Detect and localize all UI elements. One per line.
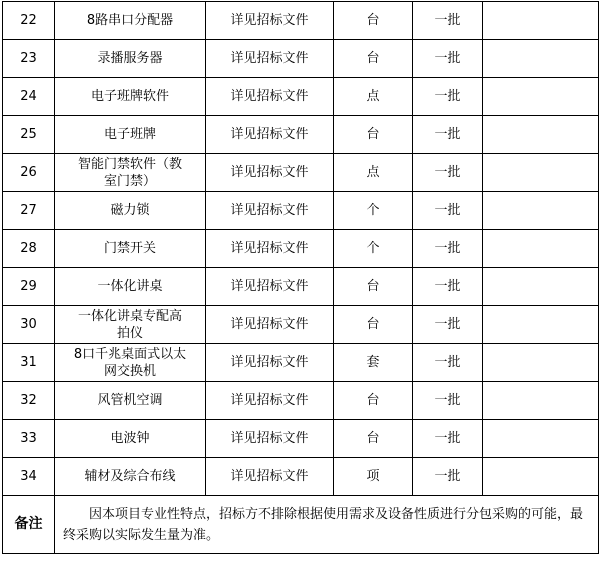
item-spec-cell: 详见招标文件 xyxy=(206,420,334,458)
table-row xyxy=(3,192,599,230)
table-body xyxy=(3,2,599,496)
item-unit-cell: 台 xyxy=(334,40,413,78)
item-unit-cell: 台 xyxy=(334,420,413,458)
item-quantity-cell: 一批 xyxy=(413,344,483,382)
item-name-cell: 8口千兆桌面式以太网交换机 xyxy=(55,344,206,382)
table-row xyxy=(3,2,599,40)
item-name-cell: 智能门禁软件（教室门禁） xyxy=(55,154,206,192)
item-number-cell: 24 xyxy=(3,78,55,116)
item-name-cell: 门禁开关 xyxy=(55,230,206,268)
item-quantity-cell: 一批 xyxy=(413,458,483,496)
item-quantity-cell: 一批 xyxy=(413,116,483,154)
item-number-cell: 33 xyxy=(3,420,55,458)
item-spec-cell: 详见招标文件 xyxy=(206,40,334,78)
item-number-cell: 22 xyxy=(3,2,55,40)
item-unit-cell: 个 xyxy=(334,192,413,230)
item-quantity-cell: 一批 xyxy=(413,78,483,116)
item-quantity-cell: 一批 xyxy=(413,230,483,268)
item-unit-cell: 台 xyxy=(334,116,413,154)
table-row xyxy=(3,268,599,306)
item-quantity-cell: 一批 xyxy=(413,382,483,420)
item-number-cell: 32 xyxy=(3,382,55,420)
item-spec-cell: 详见招标文件 xyxy=(206,154,334,192)
item-unit-cell: 项 xyxy=(334,458,413,496)
item-spec-cell: 详见招标文件 xyxy=(206,306,334,344)
procurement-table xyxy=(2,1,599,554)
item-spec-cell: 详见招标文件 xyxy=(206,2,334,40)
item-number-cell: 23 xyxy=(3,40,55,78)
item-unit-cell: 台 xyxy=(334,306,413,344)
item-name-cell: 辅材及综合布线 xyxy=(55,458,206,496)
item-remark-cell xyxy=(483,116,599,154)
item-number-cell: 30 xyxy=(3,306,55,344)
item-remark-cell xyxy=(483,230,599,268)
item-unit-cell: 台 xyxy=(334,2,413,40)
item-remark-cell xyxy=(483,344,599,382)
item-unit-cell: 台 xyxy=(334,268,413,306)
table-row xyxy=(3,344,599,382)
item-remark-cell xyxy=(483,458,599,496)
item-number-cell: 34 xyxy=(3,458,55,496)
item-quantity-cell: 一批 xyxy=(413,306,483,344)
item-quantity-cell: 一批 xyxy=(413,192,483,230)
table-row xyxy=(3,420,599,458)
table-row xyxy=(3,40,599,78)
item-remark-cell xyxy=(483,40,599,78)
item-remark-cell xyxy=(483,154,599,192)
item-spec-cell: 详见招标文件 xyxy=(206,458,334,496)
item-spec-cell: 详见招标文件 xyxy=(206,268,334,306)
item-spec-cell: 详见招标文件 xyxy=(206,116,334,154)
note-row xyxy=(3,496,599,554)
item-quantity-cell: 一批 xyxy=(413,268,483,306)
item-name-cell: 一体化讲桌专配高拍仪 xyxy=(55,306,206,344)
item-quantity-cell: 一批 xyxy=(413,420,483,458)
table-row xyxy=(3,382,599,420)
item-remark-cell xyxy=(483,420,599,458)
item-name-cell: 电波钟 xyxy=(55,420,206,458)
item-number-cell: 26 xyxy=(3,154,55,192)
item-spec-cell: 详见招标文件 xyxy=(206,382,334,420)
item-remark-cell xyxy=(483,78,599,116)
item-spec-cell: 详见招标文件 xyxy=(206,344,334,382)
table-row xyxy=(3,154,599,192)
item-number-cell: 31 xyxy=(3,344,55,382)
item-unit-cell: 套 xyxy=(334,344,413,382)
item-remark-cell xyxy=(483,306,599,344)
item-spec-cell: 详见招标文件 xyxy=(206,230,334,268)
item-name-cell: 风管机空调 xyxy=(55,382,206,420)
item-quantity-cell: 一批 xyxy=(413,154,483,192)
item-name-cell: 8路串口分配器 xyxy=(55,2,206,40)
item-unit-cell: 点 xyxy=(334,154,413,192)
item-number-cell: 25 xyxy=(3,116,55,154)
table-row xyxy=(3,306,599,344)
item-number-cell: 28 xyxy=(3,230,55,268)
item-name-cell: 一体化讲桌 xyxy=(55,268,206,306)
table-row xyxy=(3,78,599,116)
note-label: 备注 xyxy=(3,496,55,554)
note-text: 因本项目专业性特点，招标方不排除根据使用需求及设备性质进行分包采购的可能，最终采购以实际发生量为准。 xyxy=(55,496,599,554)
item-remark-cell xyxy=(483,268,599,306)
table-row xyxy=(3,116,599,154)
item-spec-cell: 详见招标文件 xyxy=(206,78,334,116)
item-name-cell: 录播服务器 xyxy=(55,40,206,78)
item-unit-cell: 点 xyxy=(334,78,413,116)
item-name-cell: 电子班牌软件 xyxy=(55,78,206,116)
item-spec-cell: 详见招标文件 xyxy=(206,192,334,230)
item-unit-cell: 台 xyxy=(334,382,413,420)
table-row xyxy=(3,458,599,496)
item-remark-cell xyxy=(483,382,599,420)
item-unit-cell: 个 xyxy=(334,230,413,268)
item-name-cell: 电子班牌 xyxy=(55,116,206,154)
item-remark-cell xyxy=(483,192,599,230)
item-name-cell: 磁力锁 xyxy=(55,192,206,230)
item-quantity-cell: 一批 xyxy=(413,40,483,78)
table-row xyxy=(3,230,599,268)
item-remark-cell xyxy=(483,2,599,40)
item-number-cell: 27 xyxy=(3,192,55,230)
item-number-cell: 29 xyxy=(3,268,55,306)
item-quantity-cell: 一批 xyxy=(413,2,483,40)
